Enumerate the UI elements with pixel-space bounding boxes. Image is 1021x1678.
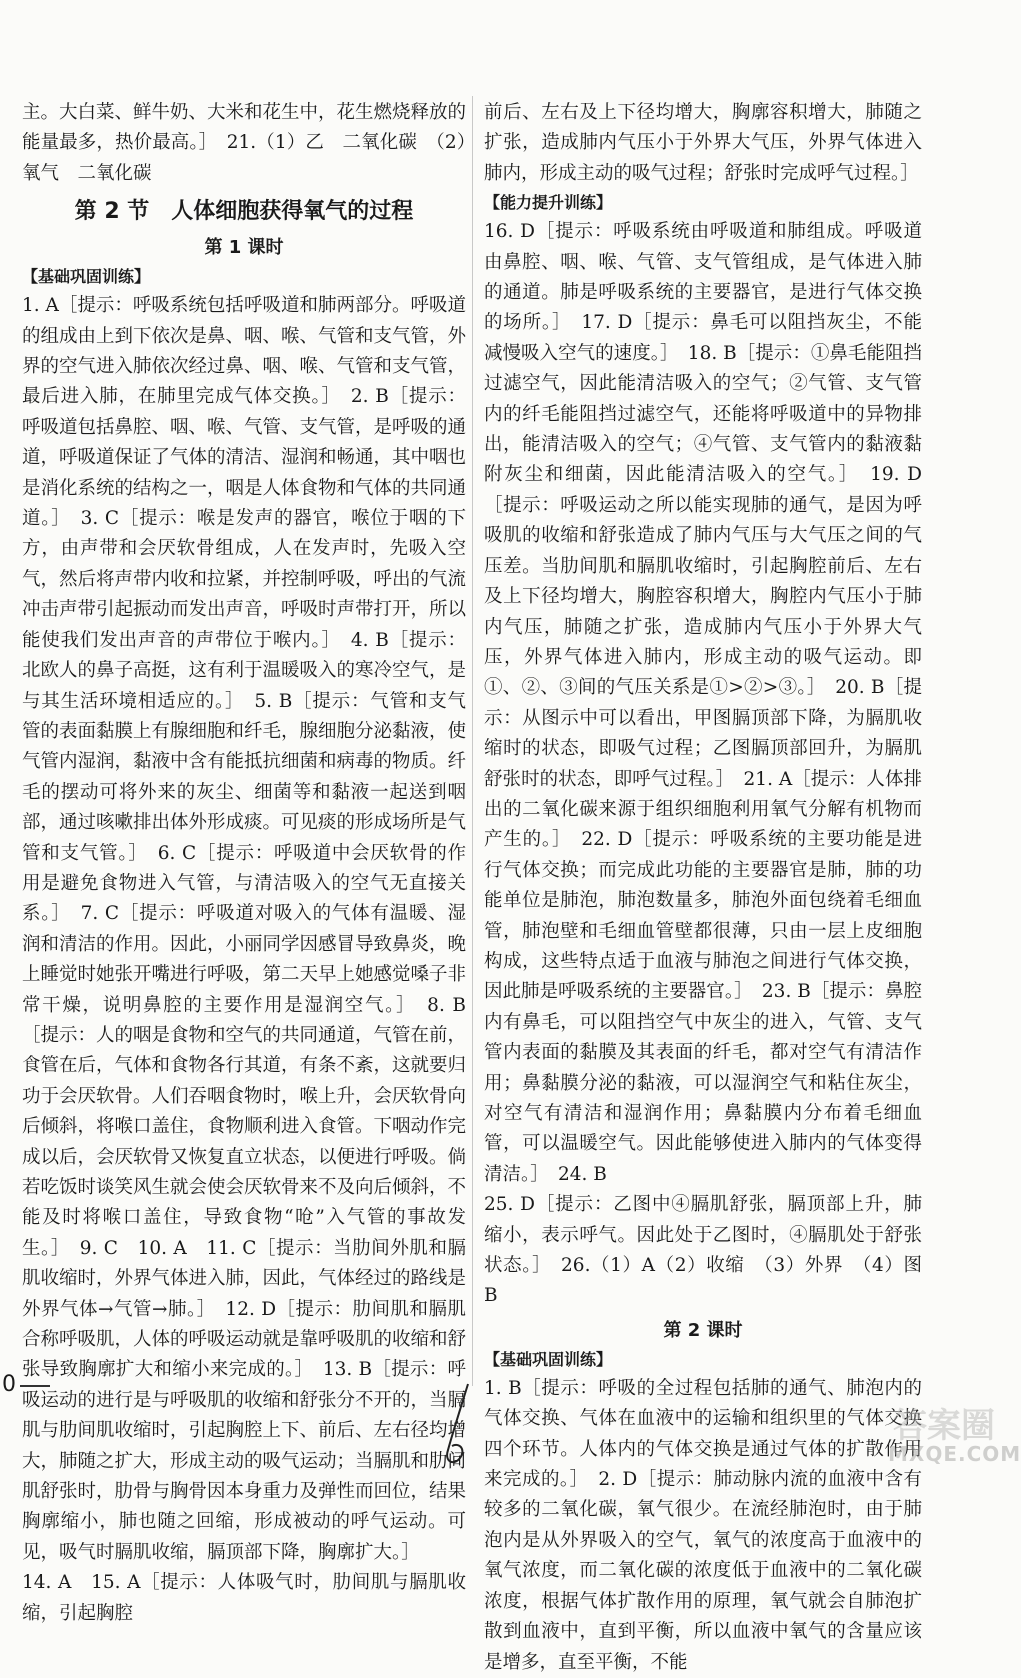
intro-paragraph: 主。大白菜、鲜牛奶、大米和花生中，花生燃烧释放的能量最多，热价最高。］ 21.（1）乙 二氧化碳 （2）氧气 二氧化碳 bbox=[22, 102, 467, 184]
watermark-domain: MXQE.COM bbox=[888, 1442, 1021, 1466]
watermark-chinese: 答案圈 bbox=[893, 1406, 995, 1446]
left-last-line: 14. A 15. A［提示：人体吸气时，肋间肌与膈肌收缩，引起胸腔 bbox=[22, 1572, 466, 1624]
section-title: 第 2 节 人体细胞获得氧气的过程 bbox=[74, 199, 414, 225]
ability-answers-paragraph: 16. D［提示：呼吸系统由呼吸道和肺组成。呼吸道由鼻腔、咽、喉、气管、支气管组成，是气体进入肺的通道。肺是呼吸系统的主要器官，是进行气体交换的场所。］ 17. D［提示：鼻毛可以阻挡灰尘，不能减慢吸入空气的速度。］ 18. B［提示：①鼻毛能阻挡过滤空气，因此能清洁吸入的空气；②气管、支气管内的纤毛能阻挡过滤空气，还能将呼吸道中的异物排出，能清洁吸入的空气；④气管、支气管内的黏液黏附灰尘和细菌，因此能清洁吸入的空气。］ 19. D［提示：呼吸运动之所以能实现肺的通气，是因为呼吸肌的收缩和舒张造成了肺内气压与大气压之间的气压差。当肋间肌和膈肌收缩时，引起胸腔前后、左右及上下径均增大，胸腔容积增大，胸腔内气压小于肺内气压，肺随之扩张，造成肺内气压小于外界大气压，外界气体进入肺内，形成主动的吸气运动。即①、②、③间的气压关系是①>②>③。］ 20. B［提示：从图示中可以看出，甲图膈顶部下降，为膈肌收缩时的状态，即吸气过程；乙图膈顶部回升，为膈肌舒张时的状态，即呼气过程。］ 21. A［提示：人体排出的二氧化碳来源于组织细胞利用氧气分解有机物而产生的。］ 22. D［提示：呼吸系统的主要功能是进行气体交换；而完成此功能的主要器官是肺，肺的功能单位是肺泡，肺泡数量多，肺泡外面包绕着毛细血管，肺泡壁和毛细血管壁都很薄，只由一层上皮细胞构成，这些特点适于血液与肺泡之间进行气体交换，因此肺是呼吸系统的主要器官。］ 23. B［提示：鼻腔内有鼻毛，可以阻挡空气中灰尘的进入，气管、支气管内表面的黏膜及其表面的纤毛，都对空气有清洁作用；鼻黏膜分泌的黏液，可以湿润空气和粘住灰尘，对空气有清洁和湿润作用；鼻黏膜内分布着毛细血管，可以温暖空气。因此能够使进入肺内的气体变得清洁。］ 24. B bbox=[484, 221, 922, 1185]
watermark-logo bbox=[888, 1398, 1021, 1474]
ability-training-tag: 【能力提升训练】 bbox=[484, 193, 613, 213]
basic-answers-paragraph: 1. A［提示：呼吸系统包括呼吸道和肺两部分。呼吸道的组成由上到下依次是鼻、咽、喉、气管和支气管，外界的空气进入肺依次经过鼻、咽、喉、气管和支气管，最后进入肺，在肺里完成气体交换。］ 2. B［提示：呼吸道包括鼻腔、咽、喉、气管、支气管，是呼吸的通道，呼吸道保证了气体的清洁、湿润和畅通，其中咽也是消化系统的结构之一，咽是人体食物和气体的共同通道。］ 3. C［提示：喉是发声的器官，喉位于咽的下方，由声带和会厌软骨组成，人在发声时，先吸入空气，然后将声带内收和拉紧，并控制呼吸，呼出的气流冲击声带引起振动而发出声音，呼吸时声带打开，所以能使我们发出声音的声带位于喉内。］ 4. B［提示：北欧人的鼻子高挺，这有利于温暖吸入的寒冷空气，是与其生活环境相适应的。］ 5. B［提示：气管和支气管的表面黏膜上有腺细胞和纤毛，腺细胞分泌黏液，使气管内湿润，黏液中含有能抵抗细菌和病毒的物质。纤毛的摆动可将外来的灰尘、细菌等和黏液一起送到咽部，通过咳嗽排出体外形成痰。可见痰的形成场所是气管和支气管。］ 6. C［提示：呼吸道中会厌软骨的作用是避免食物进入气管，与清洁吸入的空气无直接关系。］ 7. C［提示：呼吸道对吸入的气体有温暖、湿润和清洁的作用。因此，小丽同学因感冒导致鼻炎，晚上睡觉时她张开嘴进行呼吸，第二天早上她感觉嗓子非常干燥，说明鼻腔的主要作用是湿润空气。］ 8. B［提示：人的咽是食物和空气的共同通道，气管在前，食管在后，气体和食物各行其道，有条不紊，这就要归功于会厌软骨。人们吞咽食物时，喉上升，会厌软骨向后倾斜，将喉口盖住，食物顺利进入食管。下咽动作完成以后，会厌软骨又恢复直立状态，以便进行呼吸。倘若吃饭时谈笑风生就会使会厌软骨来不及向后倾斜，不能及时将喉口盖住，导致食物“呛”入气管的事故发生。］ 9. C 10. A 11. C［提示：当肋间外肌和膈肌收缩时，外界气体进入肺，因此，气体经过的路线是外界气体→气管→肺。］ 12. D［提示：肋间肌和膈肌合称呼吸肌，人体的呼吸运动就是靠呼吸肌的收缩和舒张导致胸廓扩大和缩小来完成的。］ 13. B［提示：呼吸运动的进行是与呼吸肌的收缩和舒张分不开的，当膈肌与肋间肌收缩时，引起胸腔上下、前后、左右径均增大，肺随之扩大，形成主动的吸气运动；当膈肌和肋间肌舒张时，肋骨与胸骨因本身重力及弹性而回位，结果胸廓缩小，肺也随之回缩，形成被动的呼气运动。可见，吸气时膈肌收缩，膈顶部下降，胸廓扩大。］ bbox=[22, 295, 467, 1563]
lesson-1-title: 第 1 课时 bbox=[204, 237, 284, 259]
pen-scribble-icon bbox=[430, 1380, 490, 1470]
lesson-2-answers-paragraph: 1. B［提示：呼吸的全过程包括肺的通气、肺泡内的气体交换、气体在血液中的运输和组织里的气体交换四个环节。人体内的气体交换是通过气体的扩散作用来完成的。］ 2. D［提示：肺动脉内流的血液中含有较多的二氧化碳，氧气很少。在流经肺泡时，由于肺泡内是从外界吸入的空气，氧气的浓度高于血液中的氧气浓度，而二氧化碳的浓度低于血液中的二氧化碳浓度，根据气体扩散作用的原理，氧气就会自肺泡扩散到血液中，直到平衡，所以血液中氧气的含量应该是增多，直至平衡，不能 bbox=[484, 1377, 922, 1673]
basic-training-tag: 【基础巩固训练】 bbox=[22, 267, 151, 287]
page-number: 0 bbox=[2, 1372, 16, 1397]
left-column bbox=[22, 98, 466, 1629]
right-column bbox=[484, 98, 922, 1678]
basic-training-tag-2: 【基础巩固训练】 bbox=[484, 1349, 613, 1369]
ability-answers-paragraph-2: 25. D［提示：乙图中④膈肌舒张，膈顶部上升，肺缩小，表示呼气。因此处于乙图时，④膈肌处于舒张状态。］ 26.（1）A（2）收缩 （3）外界 （4）图 B bbox=[484, 1194, 922, 1307]
page-number-rule bbox=[20, 1385, 50, 1387]
lesson-2-title: 第 2 课时 bbox=[663, 1319, 743, 1341]
column-divider bbox=[472, 96, 473, 1386]
continued-paragraph: 前后、左右及上下径均增大，胸廓容积增大，肺随之扩张，造成肺内气压小于外界大气压，外界气体进入肺内，形成主动的吸气过程；舒张时完成呼气过程。］ bbox=[484, 102, 922, 184]
